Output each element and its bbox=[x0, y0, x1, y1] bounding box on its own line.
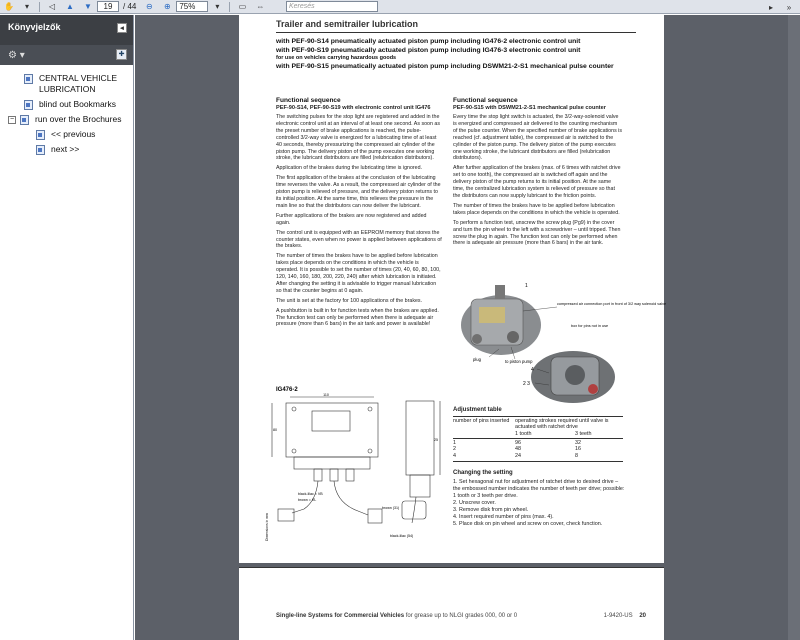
dims-note: Dimensions in mm bbox=[265, 513, 269, 541]
bookmark-icon bbox=[36, 130, 45, 140]
page-header: Trailer and semitrailer lubrication bbox=[276, 19, 419, 29]
photo-label-4: 4 bbox=[531, 367, 534, 373]
collapse-panel-icon[interactable]: ◂ bbox=[117, 23, 127, 33]
cell-1tooth: 96 bbox=[515, 439, 521, 446]
search-next-icon[interactable]: ▸ bbox=[768, 2, 773, 12]
bookmark-list bbox=[0, 65, 133, 157]
step: 4. Insert required number of pins (max. 4). bbox=[453, 514, 554, 520]
section-heading: Functional sequence bbox=[276, 97, 341, 104]
paragraph: A pushbutton is built in for function tests when the brakes are applied. The function test can only be performed when there is adequate air pressure (more than 6 bars) in the air tank and power is available! bbox=[276, 307, 439, 328]
cell-1tooth: 24 bbox=[515, 453, 521, 460]
section-heading: Functional sequence bbox=[453, 97, 518, 104]
photo-label-compressed-air: compressed air connection port in front of 3/2 way solenoid valve bbox=[557, 302, 667, 306]
footer-title: Single-line Systems for Commercial Vehicles bbox=[276, 613, 405, 619]
step: 1. Set hexagonal nut for adjustment of ratchet drive to desired drive – the embossed number indicates the number of teeth per drive; possible: 1 tooth or 3 teeth per drive. bbox=[453, 479, 625, 499]
search-input[interactable]: Keresés bbox=[286, 1, 378, 12]
page-footer bbox=[276, 613, 646, 619]
paragraph: The first application of the brakes at the conclusion of the lubricating time reverses the valve. As a result, the compressed air cylinder of the piston pump is relieved of pressure, and the delivery piston returns to its initial position. At the same time, this relieves the pressure in the main line so that the distributors can now deliver the lubricant. bbox=[276, 175, 441, 209]
wire-label-brown: brown = VL bbox=[298, 498, 317, 502]
cell-3teeth: 8 bbox=[575, 453, 578, 460]
cell-pins: 4 bbox=[453, 453, 456, 460]
photo-label-box-pins: box for pins not in use bbox=[571, 324, 609, 328]
changing-title: Changing the setting bbox=[453, 470, 513, 476]
footer-right bbox=[604, 613, 646, 619]
title-line: with PEF-90-S14 pneumatically actuated piston pump including IG476-2 electronic control unit bbox=[276, 38, 581, 45]
page-titles bbox=[276, 37, 656, 71]
pulse-counter-photo bbox=[453, 277, 667, 407]
back-icon[interactable]: ◁ bbox=[48, 2, 56, 11]
table-rule bbox=[453, 461, 623, 462]
next-page bbox=[239, 567, 664, 640]
bookmark-item[interactable] bbox=[0, 71, 133, 97]
left-column bbox=[276, 97, 442, 331]
footer-page-number: 20 bbox=[639, 613, 646, 619]
step: 2. Unscrew cover. bbox=[453, 500, 496, 506]
bookmarks-toolbar bbox=[0, 45, 133, 65]
header-rule bbox=[276, 32, 636, 33]
right-column bbox=[453, 97, 623, 250]
cell-3teeth: 16 bbox=[575, 446, 581, 453]
bookmark-icon bbox=[36, 145, 45, 155]
page-count: / 44 bbox=[123, 2, 137, 11]
expand-toolbar-icon[interactable]: » bbox=[786, 2, 792, 12]
paragraph: To perform a function test, unscrew the screw plug (Pg9) in the cover and turn the pin wheel to the left with a screwdriver – until tripped. Then screw the plug in again. The function test can only be performed when there is adequate air pressure (more than 6 bars) in the air tank. bbox=[453, 219, 621, 247]
vertical-scrollbar[interactable] bbox=[788, 15, 800, 640]
table-row bbox=[453, 446, 623, 453]
bookmark-item[interactable] bbox=[0, 112, 133, 127]
bookmark-label: << previous bbox=[51, 129, 96, 139]
title-line: with PEF-90-S19 pneumatically actuated piston pump including IG476-3 electronic control unit bbox=[276, 47, 581, 54]
bookmark-icon bbox=[20, 115, 29, 125]
document-viewer[interactable] bbox=[135, 15, 800, 640]
bookmarks-panel bbox=[0, 15, 134, 640]
figure-label: IG476-2 bbox=[276, 387, 298, 393]
section-subheading: PEF-90-S15 with DSWM21-2-S1 mechanical pulse counter bbox=[453, 105, 606, 111]
paragraph: Application of the brakes during the lubricating time is ignored. bbox=[276, 165, 423, 172]
cell-pins: 1 bbox=[453, 439, 456, 446]
control-unit-diagram bbox=[264, 391, 450, 546]
separator bbox=[229, 2, 230, 12]
col-header-pins: number of pins inserted bbox=[453, 417, 510, 424]
zoom-dropdown-icon[interactable]: ▾ bbox=[215, 2, 220, 11]
bookmark-icon bbox=[24, 74, 33, 84]
step: 5. Place disk on pin wheel and screw on cover, check function. bbox=[453, 521, 603, 527]
paragraph: The unit is set at the factory for 100 applications of the brakes. bbox=[276, 297, 423, 304]
paragraph: The number of times the brakes have to be applied before lubrication takes place depends on the conditions in which the vehicle is operated. bbox=[453, 202, 620, 216]
bookmark-item[interactable] bbox=[0, 142, 133, 157]
title-line: with PEF-90-S15 pneumatically actuated piston pump including DSWM21-2-S1 mechanical pulse counter bbox=[276, 63, 614, 70]
bookmark-icon bbox=[24, 100, 33, 110]
bookmark-label: blind out Bookmarks bbox=[39, 99, 117, 109]
photo-label-23: 2 3 bbox=[523, 381, 530, 387]
paragraph: The number of times the brakes have to be applied before lubrication takes place depends on the conditions in which the vehicle is operated. It is possible to set the number of times (20, 40, 60, 80, 100, 120, 140, 160, 180, 200, 220, 240) after which lubrication is initiated. After changing the setting it is advisable to trigger manual lubrication so that the counter begins at 0 again. bbox=[276, 253, 441, 294]
options-gear-icon[interactable]: ⚙ ▾ bbox=[8, 49, 25, 61]
cell-pins: 2 bbox=[453, 446, 456, 453]
bookmark-item[interactable] bbox=[0, 127, 133, 142]
bookmark-label: next >> bbox=[51, 144, 80, 154]
print-icon[interactable]: ▾ bbox=[24, 2, 29, 11]
zoom-select[interactable]: 75% bbox=[176, 1, 208, 12]
fit-page-icon[interactable]: ▭ bbox=[238, 2, 247, 11]
photo-label-1: 1 bbox=[525, 283, 528, 289]
bookmarks-header bbox=[0, 15, 133, 45]
section-subheading: PEF-90-S14, PEF-90-S19 with electronic control unit IG476 bbox=[276, 105, 431, 111]
dim-top: 110 bbox=[323, 393, 329, 397]
paragraph: The switching pulses for the stop light are registered and added in the electronic control unit at an interval of at least one second. As soon as the preset number of brake applications is reached, the pulse-controlled 3/2-way valve is energized for a lubricating time of at least 40 seconds, thereby pressurizing the compressed air cylinder of the piston pump. The delivery piston of the pump executes one working stroke, the lubricant distributors are filled (relubrication distributors). bbox=[276, 114, 441, 162]
footer-left bbox=[276, 613, 517, 619]
cell-3teeth: 32 bbox=[575, 439, 581, 446]
hand-tool-icon[interactable]: ✋ bbox=[4, 2, 14, 11]
paragraph: Every time the stop light switch is actuated, the 3/2-way-solenoid valve is energized and compressed air delivered to the counting mechanism of the pulse counter. When the specified number of brake applications is reached (cf. adjustment table), the compressed air is switched to the cylinder of the piston pump. The delivery piston of the pump executes one working stroke, the lubricant distributors are filled (relubrication distributors). bbox=[453, 114, 623, 162]
col-header-3teeth: 3 teeth bbox=[575, 430, 592, 437]
document-page bbox=[239, 15, 667, 563]
table-rule bbox=[453, 438, 623, 439]
dim-side-b: 25 bbox=[434, 438, 438, 442]
wire-label-black-lilac54: black-lilac (54) bbox=[390, 534, 414, 538]
paragraph: Further applications of the brakes are now registered and added again. bbox=[276, 212, 427, 226]
bookmark-label: CENTRAL VEHICLE LUBRICATION bbox=[39, 73, 118, 94]
bookmark-item[interactable] bbox=[0, 97, 133, 112]
paragraph: The control unit is equipped with an EEPROM memory that stores the counter states, even when no power is applied between applications of the brakes. bbox=[276, 229, 442, 250]
photo-label-to-pump: to piston pump bbox=[505, 359, 533, 364]
zoom-in-icon[interactable]: ⊕ bbox=[163, 2, 171, 11]
new-bookmark-icon[interactable]: ✚ bbox=[116, 49, 127, 60]
toolbar-right bbox=[762, 1, 798, 13]
wire-label-brown31: brown (31) bbox=[382, 506, 400, 510]
table-header bbox=[453, 418, 623, 438]
footer-code: 1-9420-US bbox=[603, 613, 633, 619]
adjustment-title: Adjustment table bbox=[453, 407, 502, 413]
table-row bbox=[453, 440, 623, 447]
fit-width-icon[interactable]: ⇔ bbox=[256, 2, 265, 11]
separator bbox=[39, 2, 40, 12]
changing-setting bbox=[453, 470, 625, 528]
page-down-icon[interactable]: ▼ bbox=[84, 2, 92, 11]
cell-1tooth: 48 bbox=[515, 446, 521, 453]
page-number-input[interactable]: 19 bbox=[97, 1, 119, 12]
dim-side-a: 80 bbox=[273, 428, 277, 432]
bookmarks-title: Könyvjelzők bbox=[8, 22, 61, 32]
step: 3. Remove disk from pin wheel. bbox=[453, 507, 529, 513]
col-header-strokes: operating strokes required until valve is actuated with ratchet drive bbox=[515, 417, 609, 430]
adjustment-table bbox=[453, 407, 623, 462]
zoom-out-icon[interactable]: ⊖ bbox=[145, 2, 153, 11]
bookmark-label: run over the Brochures bbox=[35, 114, 122, 124]
footer-subtitle: for grease up to NLGI grades 000, 00 or 0 bbox=[405, 613, 518, 619]
collapse-toggle-icon[interactable]: − bbox=[9, 116, 15, 123]
title-subline: for use on vehicles carrying hazardous goods bbox=[276, 55, 397, 61]
wire-label-black-lilac: black-lilac = VB bbox=[298, 492, 323, 496]
page-up-icon[interactable]: ▲ bbox=[66, 2, 74, 11]
paragraph: After further application of the brakes (max. of 6 times with ratchet drive set to one tooth), the compressed air is switched off again and the delivery piston of the pump returns to its initial position. At the same time, the centralized lubrication system is relieved of pressure so that the distributors can now supply lubricant to the friction points. bbox=[453, 165, 621, 199]
col-header-1tooth: 1 tooth bbox=[515, 430, 532, 437]
table-row bbox=[453, 453, 623, 460]
toolbar bbox=[0, 0, 800, 14]
photo-label-plug: plug bbox=[473, 357, 481, 362]
table-rule bbox=[453, 416, 623, 417]
